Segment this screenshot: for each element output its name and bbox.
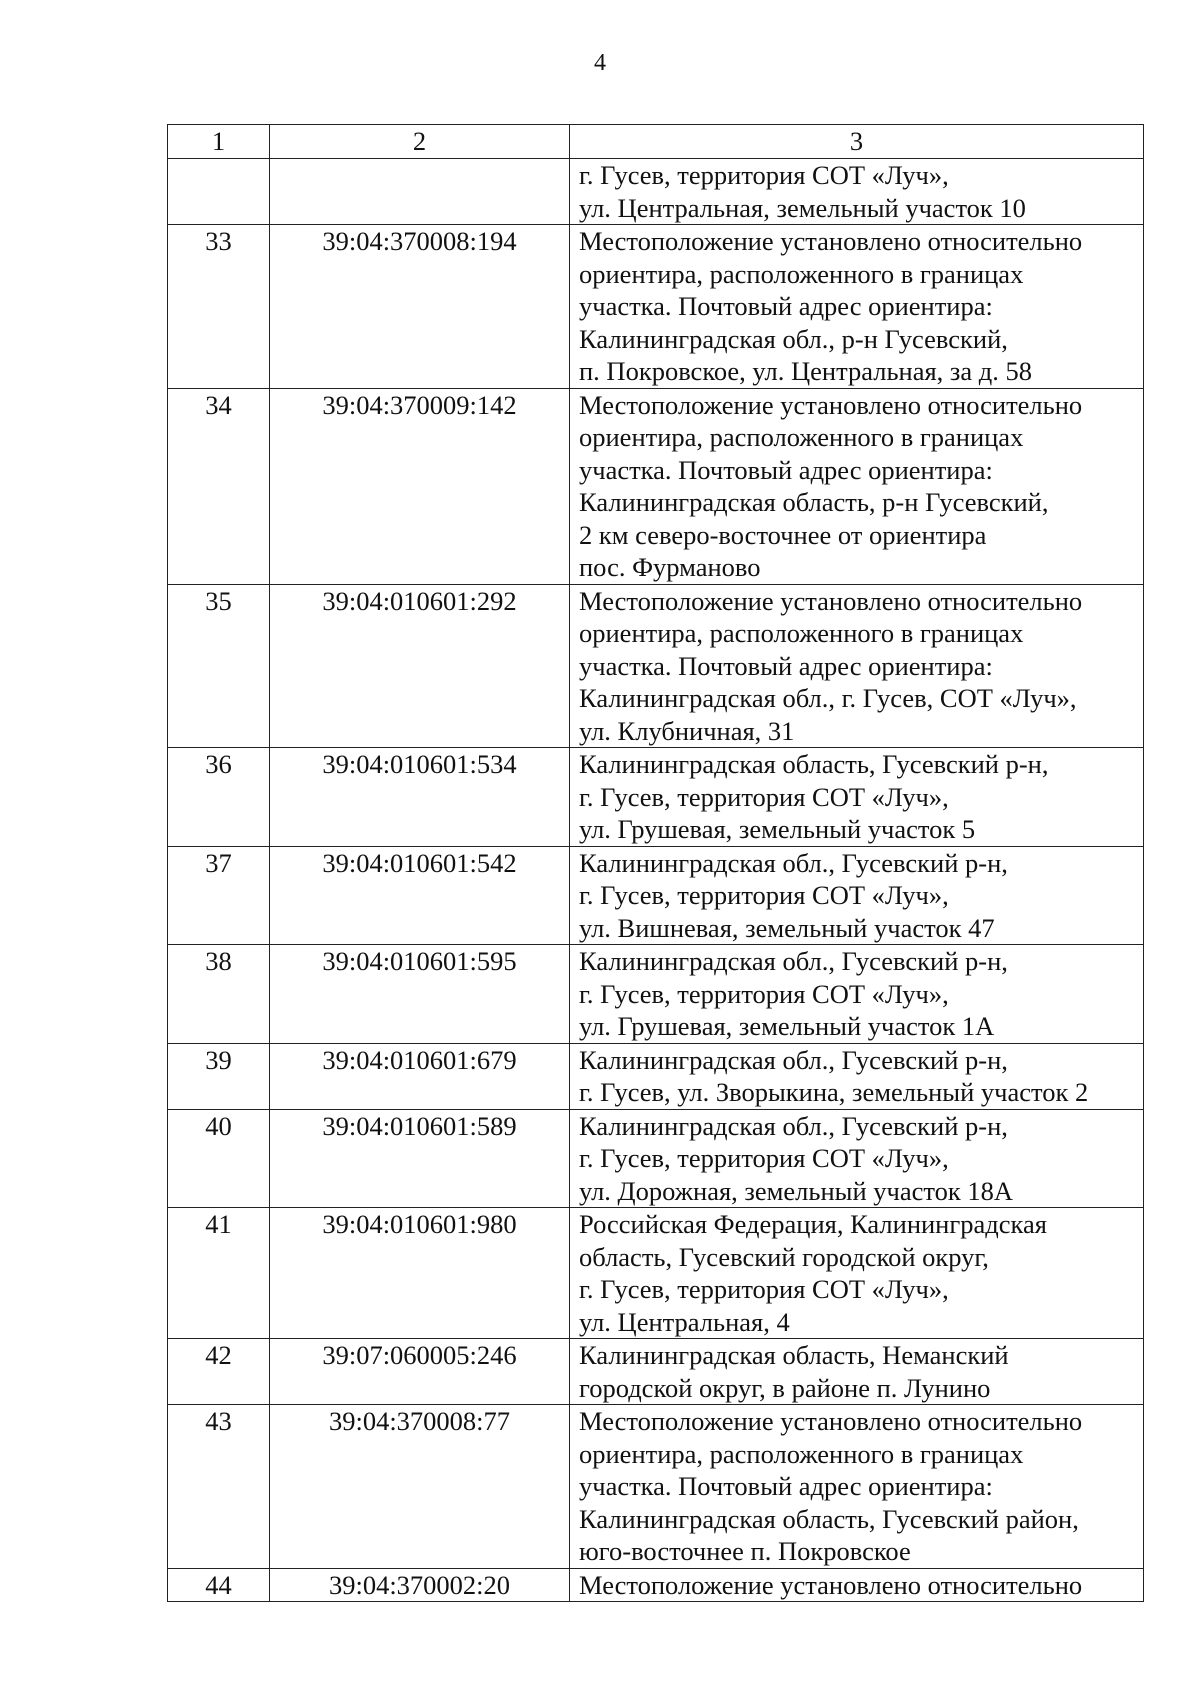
address-line: Местоположение установлено относительно <box>579 389 1083 420</box>
table-row <box>168 225 1144 389</box>
address-line: участка. Почтовый адрес ориентира: <box>579 1471 993 1501</box>
address-line: 2 км северо-восточнее от ориентира <box>579 519 987 550</box>
row-number-cell: 35 <box>168 584 270 748</box>
cadastral-number-cell: 39:07:060005:246 <box>270 1339 570 1405</box>
address-line: ул. Вишневая, земельный участок 47 <box>579 912 995 943</box>
table-row <box>168 945 1144 1044</box>
table-row <box>168 1405 1144 1569</box>
address-line: участка. Почтовый адрес ориентира: <box>579 291 993 321</box>
address-cell <box>570 846 1144 945</box>
address-line: Местоположение установлено относительно <box>579 1569 1083 1600</box>
table-row <box>168 159 1144 225</box>
address-cell <box>570 945 1144 1044</box>
address-line: Калининградская область, Гусевский р-н, <box>579 749 1049 779</box>
address-cell <box>570 1109 1144 1208</box>
row-number-cell: 36 <box>168 748 270 847</box>
cadastral-number-cell: 39:04:010601:980 <box>270 1208 570 1339</box>
address-line: г. Гусев, территория СОТ «Луч», <box>579 160 949 190</box>
address-line: ориентира, расположенного в границах <box>579 258 1024 289</box>
address-line: участка. Почтовый адрес ориентира: <box>579 454 993 485</box>
address-line: ул. Центральная, 4 <box>579 1306 790 1337</box>
row-number-cell: 41 <box>168 1208 270 1339</box>
row-number-cell: 34 <box>168 388 270 584</box>
table-row <box>168 748 1144 847</box>
row-number-cell: 33 <box>168 225 270 389</box>
address-line: г. Гусев, территория СОТ «Луч», <box>579 978 949 1009</box>
address-line: юго-восточнее п. Покровское <box>579 1536 911 1566</box>
address-line: г. Гусев, ул. Зворыкина, земельный участок 2 <box>579 1077 1089 1107</box>
address-line: Калининградская обл., Гусевский р-н, <box>579 946 1008 976</box>
cadastral-number-cell <box>270 159 570 225</box>
table-row <box>168 1208 1144 1339</box>
address-line: г. Гусев, территория СОТ «Луч», <box>579 781 949 812</box>
cadastral-number-cell: 39:04:370002:20 <box>270 1568 570 1602</box>
address-cell <box>570 1405 1144 1569</box>
row-number-cell: 42 <box>168 1339 270 1405</box>
address-cell <box>570 1568 1144 1602</box>
address-line: п. Покровское, ул. Центральная, за д. 58 <box>579 356 1032 386</box>
address-line: Калининградская обл., р-н Гусевский, <box>579 323 1008 354</box>
address-line: область, Гусевский городской округ, <box>579 1241 989 1272</box>
address-line: ориентира, расположенного в границах <box>579 618 1024 648</box>
address-cell <box>570 225 1144 389</box>
table-body <box>168 159 1144 1602</box>
address-line: ориентира, расположенного в границах <box>579 1438 1024 1469</box>
address-line: г. Гусев, территория СОТ «Луч», <box>579 1143 949 1173</box>
header-row <box>168 125 1144 159</box>
row-number-cell: 39 <box>168 1043 270 1109</box>
address-line: ул. Грушевая, земельный участок 5 <box>579 814 976 844</box>
address-cell <box>570 1208 1144 1339</box>
cadastral-number-cell: 39:04:370008:194 <box>270 225 570 389</box>
land-plots-table <box>167 124 1144 1602</box>
address-line: Калининградская обл., Гусевский р-н, <box>579 1110 1008 1141</box>
table-row <box>168 1339 1144 1405</box>
address-line: ул. Дорожная, земельный участок 18А <box>579 1175 1014 1206</box>
row-number-cell: 44 <box>168 1568 270 1602</box>
address-cell <box>570 388 1144 584</box>
cadastral-number-cell: 39:04:010601:292 <box>270 584 570 748</box>
address-line: Калининградская обл., г. Гусев, СОТ «Луч», <box>579 683 1077 713</box>
cadastral-number-cell: 39:04:010601:595 <box>270 945 570 1044</box>
address-cell <box>570 584 1144 748</box>
cadastral-number-cell: 39:04:370009:142 <box>270 388 570 584</box>
table-header <box>168 125 1144 159</box>
cadastral-number-cell: 39:04:010601:534 <box>270 748 570 847</box>
address-line: ул. Грушевая, земельный участок 1А <box>579 1011 995 1041</box>
address-line: г. Гусев, территория СОТ «Луч», <box>579 880 949 910</box>
address-line: ул. Клубничная, 31 <box>579 715 795 746</box>
cadastral-number-cell: 39:04:010601:679 <box>270 1043 570 1109</box>
header-col-1: 1 <box>168 125 270 159</box>
address-cell <box>570 1339 1144 1405</box>
table-row <box>168 846 1144 945</box>
address-line: Местоположение установлено относительно <box>579 585 1083 616</box>
table-row <box>168 1043 1144 1109</box>
address-line: Калининградская область, Неманский <box>579 1340 1009 1370</box>
table-row <box>168 1109 1144 1208</box>
address-line: Калининградская обл., Гусевский р-н, <box>579 1044 1008 1075</box>
row-number-cell: 37 <box>168 846 270 945</box>
cadastral-number-cell: 39:04:010601:542 <box>270 846 570 945</box>
header-col-3: 3 <box>570 125 1144 159</box>
page-number: 4 <box>594 50 606 76</box>
table-row <box>168 1568 1144 1602</box>
address-line: Местоположение установлено относительно <box>579 1406 1083 1436</box>
address-line: Калининградская обл., Гусевский р-н, <box>579 847 1008 878</box>
header-col-2: 2 <box>270 125 570 159</box>
address-line: Российская Федерация, Калининградская <box>579 1209 1047 1239</box>
address-line: Калининградская область, р-н Гусевский, <box>579 487 1049 517</box>
address-line: Местоположение установлено относительно <box>579 226 1083 256</box>
row-number-cell: 38 <box>168 945 270 1044</box>
address-line: г. Гусев, территория СОТ «Луч», <box>579 1274 949 1304</box>
table-row <box>168 388 1144 584</box>
row-number-cell: 40 <box>168 1109 270 1208</box>
address-cell <box>570 748 1144 847</box>
cadastral-number-cell: 39:04:010601:589 <box>270 1109 570 1208</box>
address-cell <box>570 1043 1144 1109</box>
address-line: пос. Фурманово <box>579 552 761 582</box>
address-line: Калининградская область, Гусевский район, <box>579 1503 1079 1534</box>
table-row <box>168 584 1144 748</box>
address-line: участка. Почтовый адрес ориентира: <box>579 650 993 681</box>
cadastral-number-cell: 39:04:370008:77 <box>270 1405 570 1569</box>
address-cell <box>570 159 1144 225</box>
row-number-cell: 43 <box>168 1405 270 1569</box>
row-number-cell <box>168 159 270 225</box>
address-line: городской округ, в районе п. Лунино <box>579 1372 991 1403</box>
address-line: ул. Центральная, земельный участок 10 <box>579 192 1026 223</box>
address-line: ориентира, расположенного в границах <box>579 422 1024 452</box>
